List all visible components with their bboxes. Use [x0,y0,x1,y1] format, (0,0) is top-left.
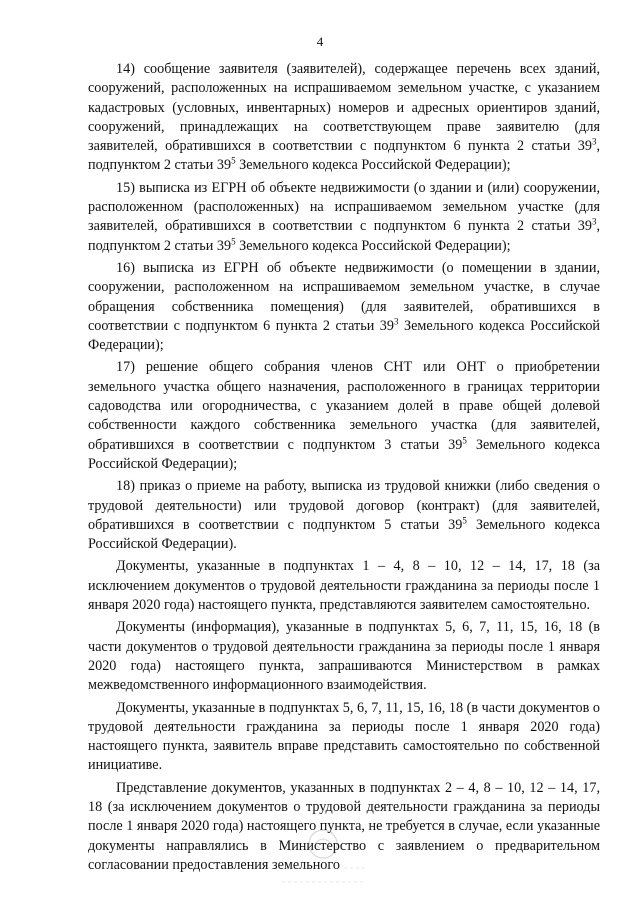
document-body [88,60,600,875]
faint-seal-watermark [268,824,378,894]
paragraph-item-16: 16) выписка из ЕГРН об объекте недвижимости (о помещении в здании, сооружении, расположенном на испрашиваемом земельном участке, в случае обращения собственника помещения) (для заявителей, обратившихся в соответствии с подпунктом 6 пункта 2 статьи $39^3$ Земельного кодекса Российской Федерации); [88,259,601,354]
paragraph-not-required: Представление документов, указанных в подпунктах 2 – 4, 8 – 10, 12 – 14, 17, 18 (за исключением документов о трудовой деятельности гражданина за периоды после 1 января 2020 года) настоящего пункта, не требуется в случае, если указанные документы направлялись в Министерство с заявлением о предварительном согласовании предоставления земельного [88,779,600,873]
page-number: 4 [316,34,324,49]
paragraph-item-18: 18) приказ о приеме на работу, выписка из трудовой книжки (либо сведения о трудовой деятельности) или трудовой договор (контракт) (для заявителей, обратившихся в соответствии с подпунктом 5 статьи $39^5$ Земельного кодекса Российской Федерации). [88,478,601,553]
paragraph-item-14: 14) сообщение заявителя (заявителей), содержащее перечень всех зданий, сооружений, расположенных на испрашиваемом земельном участке, с указанием кадастровых (условных, инвентарных) номеров и адресных ориентиров зданий, сооружений, принадлежащих на соответствующем праве заявителю (для заявителей, обратившихся в соответствии с подпунктом 6 пункта 2 статьи $39^3$, подпунктом 2 статьи $39^5$ Земельного кодекса Российской Федерации); [88,61,600,174]
paragraph-optional-submission: Документы, указанные в подпунктах 5, 6, 7, 11, 15, 16, 18 (в части документов о трудовой деятельности гражданина за периоды после 1 января 2020 года) настоящего пункта, заявитель вправе представить самостоятельно по собственной инициативе. [88,699,600,774]
paragraph-item-15: 15) выписка из ЕГРН об объекте недвижимости (о здании и (или) сооружении, расположенном (расположенных) на испрашиваемом земельном участке (для заявителей, обратившихся в соответствии с подпунктом 6 пункта 2 статьи $39^3$, подпунктом 2 статьи $39^5$ Земельного кодекса Российской Федерации); [88,179,600,254]
paragraph-interagency-request: Документы (информация), указанные в подпунктах 5, 6, 7, 11, 15, 16, 18 (в части документов о трудовой деятельности гражданина за периоды после 1 января 2020 года) настоящего пункта, запрашиваются Министерством в рамках межведомственного информационного взаимодействия. [88,619,600,694]
paragraph-self-submitted: Документы, указанные в подпунктах 1 – 4, 8 – 10, 12 – 14, 17, 18 (за исключением документов о трудовой деятельности гражданина за периоды после 1 января 2020 года) настоящего пункта, представляются заявителем самостоятельно. [88,558,600,614]
paragraph-item-17: 17) решение общего собрания членов СНТ или ОНТ о приобретении земельного участка общего назначения, расположенного в границах территории садоводства или огородничества, с указанием долей в праве общей долевой собственности каждого собственника земельного участка (для заявителей, обратившихся в соответствии с подпунктом 3 статьи $39^5$ Земельного кодекса Российской Федерации); [88,359,601,472]
